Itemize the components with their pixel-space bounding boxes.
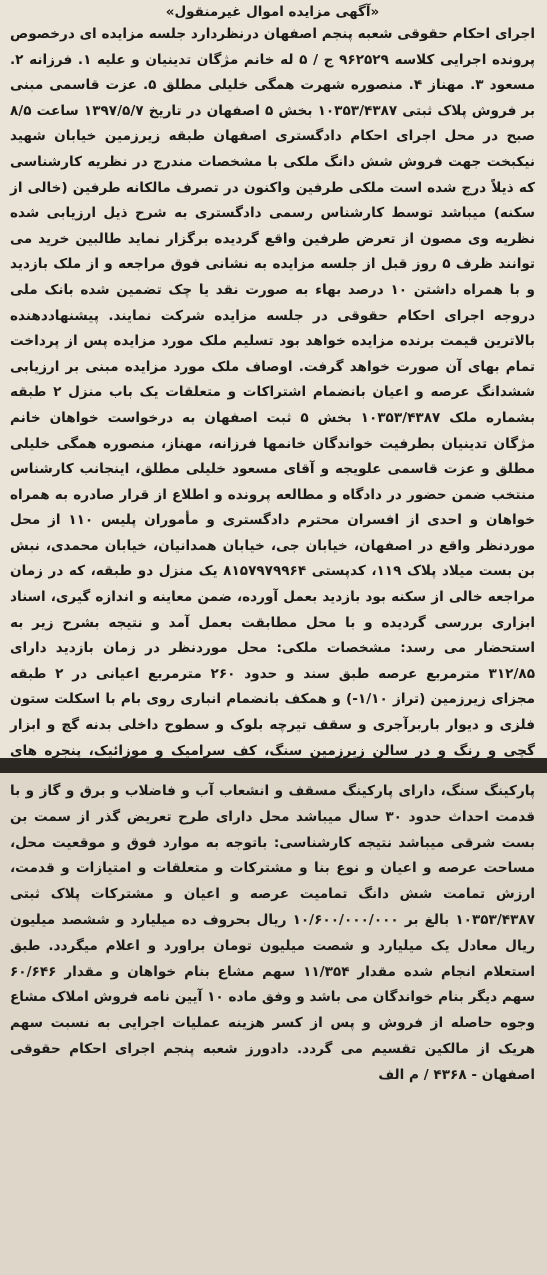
- notice-body-top: اجرای احکام حقوقی شعبه پنجم اصفهان درنظردارد جلسه مزایده ای درخصوص پرونده اجرایی کلاسه ۹۶۲۵۲۹ ج / ۵ له خانم مژگان تدینیان و علیه ۱. فرزانه ۲. مسعود ۳. مهناز ۴. منصوره شهرت همگی خلیلی مطلق ۵. عزت قاسمی مبنی بر فروش پلاک ثبتی ۱۰۳۵۳/۴۳۸۷ بخش ۵ اصفهان در تاریخ ۱۳۹۷/۵/۷ ساعت ۸/۵ صبح در محل اجرای احکام دادگستری اصفهان طبقه زیرزمین خیابان شهید نیکبخت جهت فروش شش دانگ ملکی با مشخصات مندرج در نظریه کارشناسی که ذیلاً درج شده است ملکی طرفین واکنون در تصرف مالکانه طرفین (خالی از سکنه) میباشد توسط کارشناس رسمی دادگستری به شرح ذیل ارزیابی شده نظریه وی مصون از تعرض طرفین واقع گردیده برگزار نماید طالبین خرید می توانند ظرف ۵ روز قبل از جلسه مزایده به نشانی فوق مراجعه و از ملک بازدید و با همراه داشتن ۱۰ درصد بهاء به صورت نقد یا چک تضمین شده بانک ملی دروجه اجرای احکام حقوقی در جلسه مزایده شرکت نمایند. پیشنهاددهنده بالاترین قیمت برنده مزایده خواهد بود تسلیم ملک مورد مزایده پس از پرداخت تمام بهای آن صورت خواهد گرفت. اوصاف ملک مورد مزایده مبنی بر ارزیابی ششدانگ عرصه و اعیان بانضمام اشتراکات و متعلقات یک باب منزل ۲ طبقه بشماره ملک ۱۰۳۵۳/۴۳۸۷ بخش ۵ ثبت اصفهان به درخواست خواهان خانم مژگان تدینیان بطرفیت خواندگان خانمها فرزانه، مهناز، منصوره همگی خلیلی مطلق و عزت قاسمی علویجه و آقای مسعود خلیلی مطلق، اینجانب کارشناس منتخب ضمن حضور در دادگاه و مطالعه پرونده و اطلاع از قرار صادره به همراه خواهان و احدی از افسران محترم دادگستری و مأموران پلیس ۱۱۰ از محل موردنظر واقع در اصفهان، خیابان جی، خیابان همدانیان، خیابان محمدی، نبش بن بست میلاد پلاک ۱۱۹، کدپستی ۸۱۵۷۹۷۹۹۶۴ یک منزل دو طبقه، که در زمان مراجعه خالی از سکنه بود بازدید بعمل آورده، ضمن معاینه و اندازه گیری، اسناد ابزاری بررسی گردیده و با محل مطابقت بعمل آمد و نتیجه بشرح زیر به استحضار می رسد: مشخصات ملکی: محل موردنظر در زمان بازدید دارای ۳۱۲/۸۵ مترمربع عرصه طبق سند و حدود ۲۶۰ مترمربع اعیانی در ۲ طبقه مجزای زیرزمین (تراز ۱/۱۰-) و همکف بانضمام انباری روی بام با اسکلت ستون فلزی و دیوار باربرآجری و سقف تیرچه بلوک و سطوح داخلی بدنه گچ و ابزار گچی و رنگ و در سالن زیرزمین سنگ، کف سرامیک و موزائیک، پنجره های: [10, 26, 536, 758]
- notice-title: «آگهی مزایده اموال غیرمنقول»: [165, 4, 380, 20]
- notice-body-bottom: پارکینگ سنگ، دارای پارکینگ مسقف و انشعاب آب و فاضلاب و برق و گاز و با قدمت احداث حدود ۳۰ سال میباشد محل دارای طرح تعریض گذر از سمت بن بست شرقی میباشد نتیجه کارشناسی: باتوجه به موارد فوق و موقعیت محل، مساحت عرصه و اعیان و نوع بنا و مشترکات و متعلقات و امتیازات و قدمت، ارزش تمامت شش دانگ تمامیت عرصه و اعیان و مشترکات پلاک ثبتی ۱۰۳۵۳/۴۳۸۷ بالغ بر ۱۰/۶۰۰/۰۰۰/۰۰۰ ریال بحروف ده میلیارد و ششصد میلیون ریال معادل یک میلیارد و شصت میلیون تومان براورد و اعلام میگردد. طبق استعلام انجام شده مقدار ۱۱/۳۵۴ سهم مشاع بنام خواهان و مقدار ۶۰/۶۴۶ سهم دیگر بنام خواندگان می باشد و وفق ماده ۱۰ آیین نامه فروش املاک مشاع وجوه حاصله از فروش و پس از کسر هزینه عملیات اجرایی به نسبت سهم هریک از مالکین تقسیم می گردد. دادورز شعبه پنجم اجرای احکام حقوقی اصفهان - ۴۳۶۸ / م الف: [10, 783, 536, 1083]
- clipping-gap: [0, 758, 547, 773]
- notice-clipping-bottom: [0, 773, 547, 1275]
